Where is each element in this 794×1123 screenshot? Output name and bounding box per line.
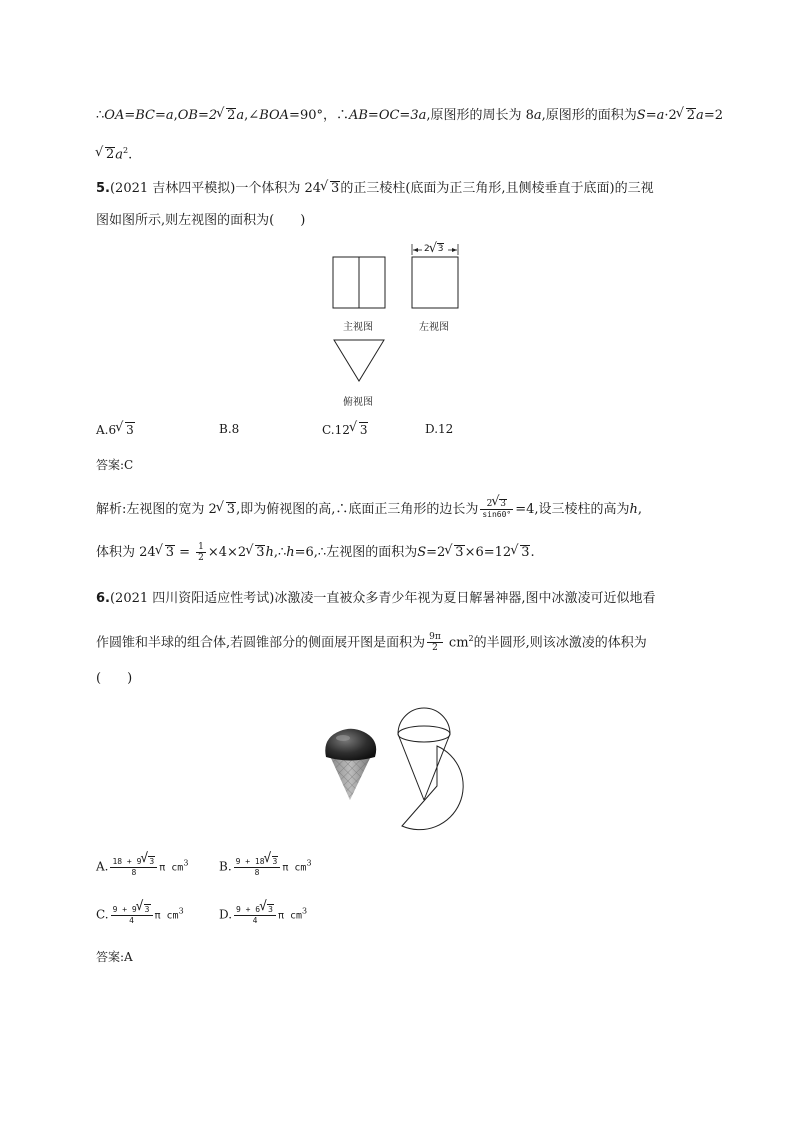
dimension-label: 2√ 3 <box>424 243 444 254</box>
prev-solution-line-2: √ $2a^2$. <box>96 142 132 164</box>
fraction: $\frac{2√ 3}{\sin 60^\circ}$ <box>480 499 513 520</box>
q6-stem-line-1: 6.(2021 四川资阳适应性考试)冰激凌一直被众多青少年视为夏日解暑神器,图中冰激凌可近似地看 <box>96 591 656 606</box>
q5-answer: 答案:C <box>96 458 134 472</box>
q5-option-a: A.6√ 3 <box>96 422 135 437</box>
q5-stem-line-2: 图如图所示,则左视图的面积为( ) <box>96 213 306 228</box>
sqrt: √ 2 <box>677 107 696 125</box>
side-view-label: 左视图 <box>419 322 449 333</box>
sector-development <box>402 746 463 830</box>
sqrt: √ 3 <box>321 180 340 198</box>
q6-option-d: D. $\frac{9 + 6√ 3}{4}$ π $cm^3$ <box>219 904 307 926</box>
ice-cream-photo <box>325 729 376 800</box>
hemisphere-base-ellipse <box>398 726 450 742</box>
sqrt: √ 2 <box>217 107 236 125</box>
fraction: $\frac{1}{2}$ <box>198 542 204 563</box>
prev-solution-line-1: ∴OA=BC=a,OB=2√ 2a,∠BOA=90°，∴AB=OC=3a,原图形的周长为 8a,原图形的面积为S=a·2√ 2a=2 <box>96 107 723 125</box>
q6-stem-line-3: ( ) <box>96 671 133 686</box>
front-view-label: 主视图 <box>343 322 373 333</box>
q6-stem-line-2: 作圆锥和半球的组合体,若圆锥部分的侧面展开图是面积为 $\frac{9\pi}{2}$ $cm^2$的半圆形,则该冰激凌的体积为 <box>96 632 647 654</box>
hemisphere <box>398 708 450 734</box>
q5-explanation-line-2: 体积为 24√ 3 = $\frac{1}{2}$ ×4×2√ 3h,∴h=6,∴左视图的面积为S=2√ 3×6=12√ 3. <box>96 542 535 563</box>
q6-option-b: B. $\frac{9 + 18√ 3}{8}$ π $cm^3$ <box>219 856 312 878</box>
q6-answer: 答案:A <box>96 950 133 964</box>
q5-explanation-line-1: 解析:左视图的宽为 2√ 3,即为俯视图的高,∴底面正三角形的边长为 $\frac{2√ 3}{\sin 60^\circ}$ =4,设三棱柱的高为h, <box>96 499 642 520</box>
q5-option-b: B.8 <box>219 422 240 436</box>
q6-option-a: A. $\frac{18 + 9√ 3}{8}$ π $cm^3$ <box>96 856 188 878</box>
fraction: $\frac{9\pi}{2}$ <box>429 632 441 654</box>
ice-cream-scoop <box>325 729 376 761</box>
q5-option-d: D.12 <box>425 422 454 436</box>
q5-option-c: C.12√ 3 <box>322 422 368 437</box>
top-view-label: 俯视图 <box>343 397 373 408</box>
q6-option-c: C. $\frac{9 + 9√ 3}{4}$ π $cm^3$ <box>96 904 184 926</box>
cone-left-edge <box>398 734 424 800</box>
cone-hemisphere-model <box>398 708 463 830</box>
q5-stem-line-1: 5.(2021 吉林四平模拟)一个体积为 24√ 3的正三棱柱(底面为正三角形,且侧棱垂直于底面)的三视 <box>96 180 654 198</box>
sqrt: √ 2 <box>96 146 115 164</box>
